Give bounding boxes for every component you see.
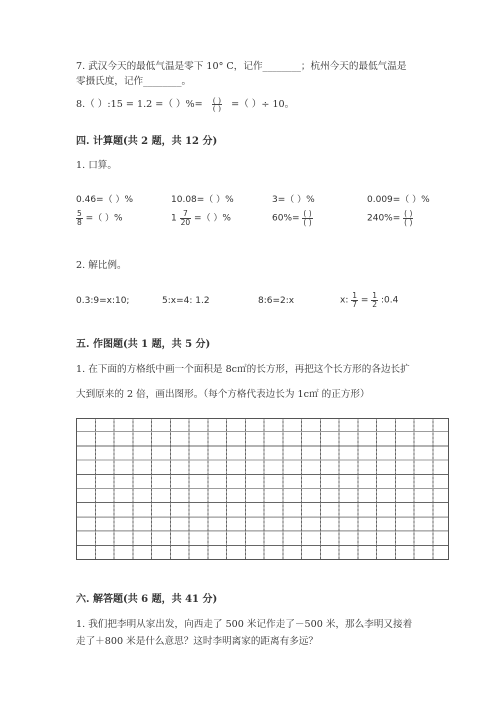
ratio-d-fraction2: [371, 292, 378, 308]
calc-r2-c4: [367, 210, 413, 226]
calc-r2-c3: [272, 210, 313, 226]
mixed-whole: 1: [171, 213, 177, 224]
q8-fraction-den: ( ): [212, 104, 222, 113]
grid-dash-overlay: [77, 419, 448, 559]
section6-line1: 1. 我们把李明从家出发，向西走了 500 米记作走了－500 米，那么李明又接着: [76, 619, 413, 630]
ratio-a: 0.3:9=x:10;: [76, 296, 130, 306]
frac-num: ( ): [404, 209, 413, 218]
ratio-b: 5:x=4: 1.2: [162, 296, 210, 306]
calc-r2-c3-pre: 60%=: [272, 213, 300, 224]
section5-line2: 大到原来的 2 倍，画出图形。（每个方格代表边长为 1c㎡ 的正方形）: [76, 389, 370, 400]
calc-r2-c1: [76, 210, 123, 226]
calc-r1-c1: 0.46=（ ）%: [76, 195, 133, 205]
q8-fraction-num: ( ): [212, 95, 222, 105]
graph-paper-grid: [76, 418, 449, 560]
frac-num: 1: [352, 291, 358, 300]
frac-den: 7: [352, 299, 358, 309]
ratio-c: 8:6=2:x: [258, 296, 295, 306]
section4-sub2: 2. 解比例。: [76, 260, 127, 271]
ratio-d-mid: =: [360, 295, 372, 306]
section6-title: 六. 解答题(共 6 题，共 41 分): [76, 594, 218, 605]
q8: [76, 96, 294, 113]
q8-fraction: [212, 97, 222, 113]
calc-r2-c4-fraction: [403, 210, 413, 226]
section6-line2: 走了＋800 米是什么意思？这时李明离家的距离有多远？: [76, 636, 319, 647]
frac-den: ( ): [404, 217, 413, 227]
frac-den: 20: [180, 217, 191, 227]
calc-r2-c4-pre: 240%=: [367, 213, 401, 224]
frac-den: ( ): [303, 217, 312, 227]
calc-r2-c1-fraction: [76, 210, 83, 226]
frac-num: 1: [372, 291, 378, 300]
ratio-d-post: :0.4: [380, 295, 399, 306]
calc-r2-c2-rest: =（ ）%: [194, 213, 231, 224]
ratio-d-pre: x:: [340, 295, 349, 306]
frac-num: ( ): [303, 209, 312, 218]
q8-part2: =（ ）÷ 10。: [231, 99, 295, 110]
frac-num: 7: [180, 210, 192, 219]
calc-r1-c2: 10.08=（ ）%: [171, 195, 234, 205]
ratio-d-fraction1: [351, 292, 358, 308]
calc-r1-c4: 0.009=（ ）%: [367, 195, 430, 205]
frac-num: 5: [77, 209, 82, 218]
calc-r1-c3: 3=（ ）%: [272, 195, 315, 205]
calc-r2-c2: [171, 210, 231, 226]
frac-den: 2: [372, 299, 378, 309]
q8-part1: 8.（ ）:15 = 1.2 =（ ）%=: [76, 99, 203, 110]
calc-r2-c2-fraction: [180, 210, 192, 226]
q7-line1: 7. 武汉今天的最低气温是零下 10° C，记作________；杭州今天的最低气温是: [76, 61, 407, 72]
ratio-d: [340, 292, 398, 308]
section5-line1: 1. 在下面的方格纸中画一个面积是 8c㎡的长方形，再把这个长方形的各边长扩: [76, 364, 410, 375]
section4-sub1: 1. 口算。: [76, 160, 117, 171]
frac-den: 8: [77, 217, 82, 227]
q7-line2: 零摄氏度，记作________。: [76, 76, 192, 87]
calc-r2-c1-rest: =（ ）%: [85, 213, 123, 224]
calc-r2-c3-fraction: [302, 210, 312, 226]
section5-title: 五. 作图题(共 1 题，共 5 分): [76, 339, 211, 350]
section4-title: 四. 计算题(共 2 题，共 12 分): [76, 136, 218, 147]
